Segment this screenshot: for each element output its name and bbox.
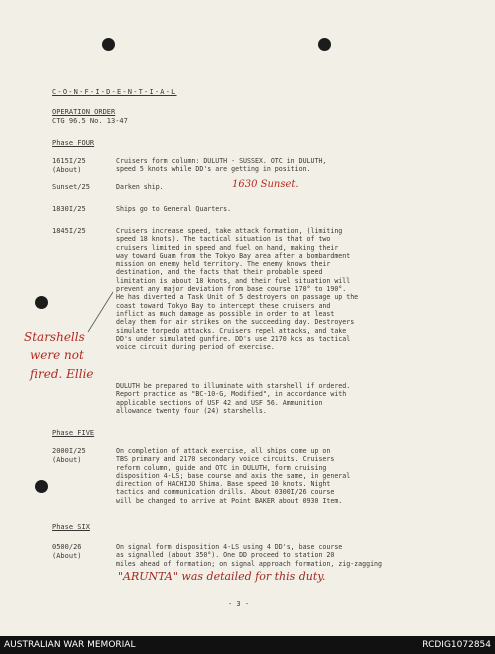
body-line: Cruisers increase speed, take attack formation, (limiting — [116, 227, 343, 235]
punch-hole — [102, 38, 115, 51]
body-line: delay them for air strikes on the succeeding day. Destroyers — [116, 318, 355, 327]
punch-hole — [318, 38, 331, 51]
body-line: DD's under simulated gunfire. DD's use 2170 kcs as tactical — [116, 334, 351, 343]
starshells-annotation-line2: were not — [30, 348, 84, 362]
entry-time: 1830I/25 — [52, 205, 86, 213]
arunta-annotation: "ARUNTA" was detailed for this duty. — [118, 570, 326, 583]
order-reference: CTG 96.5 No. 13-47 — [52, 117, 128, 125]
entry-body — [116, 157, 326, 174]
body-line: reform column, guide and OTC in DULUTH, form cruising — [116, 463, 327, 472]
sunset-annotation: 1630 Sunset. — [232, 179, 299, 190]
entry-body: Darken ship. — [116, 183, 164, 191]
body-line: limitation is about 18 knots, and their fuel situation will — [116, 276, 351, 285]
body-line: DULUTH be prepared to illuminate with starshell if ordered. — [116, 382, 351, 390]
body-line: will be changed to arrive at Point BAKER about 0930 Item. — [116, 496, 343, 505]
body-line: speed 5 knots while DD's are getting in position. — [116, 165, 311, 174]
entry-time: 2000I/25 — [52, 447, 86, 455]
entry-time-note: (About) — [52, 552, 82, 560]
body-line: On signal form disposition 4-LS using 4 DD's, base course — [116, 543, 343, 551]
body-line: coast toward Tokyo Bay to intercept these cruisers and — [116, 301, 331, 310]
body-line: way toward Guam from the Tokyo Bay area after a bombardment — [116, 251, 351, 260]
body-line: prevent any major deviation from base course 170° to 190°. — [116, 285, 347, 294]
body-line: destination, and the facts that their probable speed — [116, 268, 323, 277]
entry-time: 1845I/25 — [52, 227, 86, 235]
punch-hole — [35, 296, 48, 309]
entry-body — [116, 447, 350, 505]
starshells-annotation-line1: Starshells — [24, 330, 85, 344]
body-line: tactics and communication drills. About 0300I/26 course — [116, 488, 335, 497]
punch-hole — [35, 480, 48, 493]
body-line: voice circuit during period of exercise. — [116, 343, 275, 352]
body-line: as signalled (about 350°). One DD proceed to station 20 — [116, 551, 335, 560]
body-line: speed 18 knots). The tactical situation is that of two — [116, 235, 331, 244]
body-line: He has diverted a Task Unit of 5 destroyers on passage up the — [116, 293, 359, 302]
body-line: simulate torpedo attacks. Cruisers repel attacks, and take — [116, 326, 347, 335]
body-line: On completion of attack exercise, all ships come up on — [116, 447, 331, 455]
body-line: Report practice as "BC-10-G, Modified", in accordance with — [116, 390, 347, 399]
phase-five-title: Phase FIVE — [52, 429, 95, 437]
entry-body: Ships go to General Quarters. — [116, 205, 232, 213]
body-line: mission on enemy held territory. The enemy knows their — [116, 260, 331, 269]
page-number: - 3 - — [228, 600, 250, 608]
entry-time-note: (About) — [52, 456, 82, 464]
entry-body — [116, 382, 350, 415]
entry-time: Sunset/25 — [52, 183, 90, 191]
footer-id: RCDIG1072854 — [422, 640, 491, 650]
body-line: allowance twenty four (24) starshells. — [116, 406, 267, 415]
body-line: disposition 4-LS; base course and axis the same, in general — [116, 471, 351, 480]
entry-time-note: (About) — [52, 166, 82, 174]
classification-heading: C-O-N-F-I-D-E-N-T-I-A-L — [52, 88, 177, 96]
body-line: inflict as much damage as possible in order to at least — [116, 309, 335, 318]
phase-four-title: Phase FOUR — [52, 139, 95, 147]
order-title: OPERATION ORDER — [52, 108, 116, 116]
entry-body — [116, 543, 382, 568]
body-line: applicable sections of USF 42 and USF 56. Ammunition — [116, 398, 323, 407]
footer-source: AUSTRALIAN WAR MEMORIAL — [4, 640, 136, 650]
entry-body — [116, 227, 358, 351]
body-line: miles ahead of formation; on signal approach formation, zig-zagging — [116, 559, 382, 568]
body-line: cruisers limited in speed and fuel on hand, making their — [116, 243, 339, 252]
entry-time: 0500/26 — [52, 543, 82, 551]
starshells-annotation-line3: fired. Ellie — [30, 367, 94, 381]
body-line: TBS primary and 2170 secondary voice circuits. Cruisers — [116, 455, 335, 464]
archive-footer — [0, 636, 495, 654]
entry-time: 1615I/25 — [52, 157, 86, 165]
body-line: direction of HACHIJO Shima. Base speed 10 knots. Night — [116, 480, 331, 489]
body-line: Cruisers form column: DULUTH - SUSSEX. OTC in DULUTH, — [116, 157, 327, 165]
phase-six-title: Phase SIX — [52, 523, 90, 531]
